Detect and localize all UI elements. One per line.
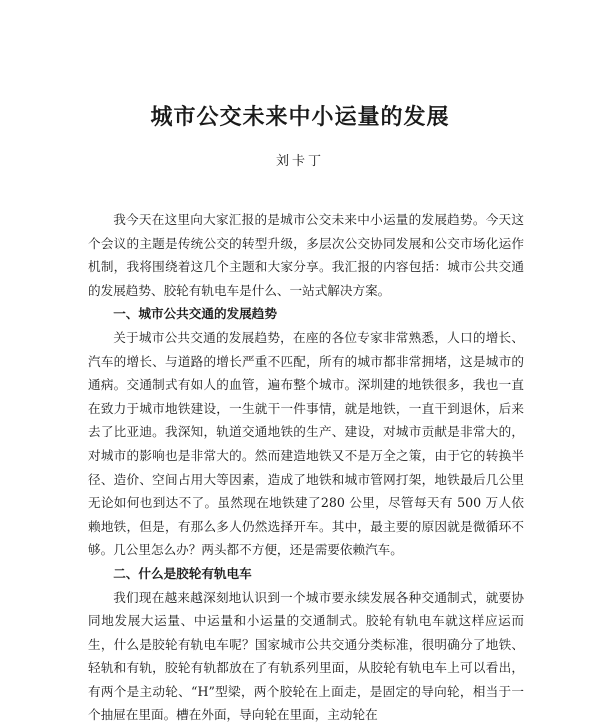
document-body xyxy=(88,208,524,727)
paragraph-section-2: 我们现在越来越深刻地认识到一个城市要永续发展各种交通制式，就要协同地发展大运量、中运量和小运量的交通制式。胶轮有轨电车就这样应运而生，什么是胶轮有轨电车呢？国家城市公共交通分类标准，很明确分了地铁、轻轨和有轨，胶轮有轨都放在了有轨系列里面，从胶轮有轨电车上可以看出，有两个是主动轮、“H”型梁，两个胶轮在上面走，是固定的导向轮，相当于一个抽屉在里面。槽在外面，导向轮在里面，主动轮在 xyxy=(88,586,524,727)
document-title: 城市公交未来中小运量的发展 xyxy=(0,100,600,131)
section-heading-2: 二、什么是胶轮有轨电车 xyxy=(88,562,524,586)
paragraph-intro: 我今天在这里向大家汇报的是城市公交未来中小运量的发展趋势。今天这个会议的主题是传统公交的转型升级，多层次公交协同发展和公交市场化运作机制，我将围绕着这几个主题和大家分享。我汇报的内容包括：城市公共交通的发展趋势、胶轮有轨电车是什么、一站式解决方案。 xyxy=(88,208,524,302)
document-author: 刘卡丁 xyxy=(0,150,600,169)
paragraph-section-1: 关于城市公共交通的发展趋势，在座的各位专家非常熟悉，人口的增长、汽车的增长、与道路的增长严重不匹配，所有的城市都非常拥堵，这是城市的通病。交通制式有如人的血管，遍布整个城市。深圳建的地铁很多，我也一直在致力于城市地铁建设，一生就干一件事情，就是地铁，一直干到退休，后来去了比亚迪。我深知，轨道交通地铁的生产、建设，对城市贡献是非常大的，对城市的影响也是非常大的。然而建造地铁又不是万全之策，由于它的转换半径、造价、空间占用大等因素，造成了地铁和城市管网打架，地铁最后几公里无论如何也到达不了。虽然现在地铁建了280 公里，尽管每天有 500 万人依赖地铁，但是，有那么多人仍然选择开车。其中，最主要的原因就是微循环不够。几公里怎么办？两头都不方便，还是需要依赖汽车。 xyxy=(88,326,524,562)
section-heading-1: 一、城市公共交通的发展趋势 xyxy=(88,302,524,326)
